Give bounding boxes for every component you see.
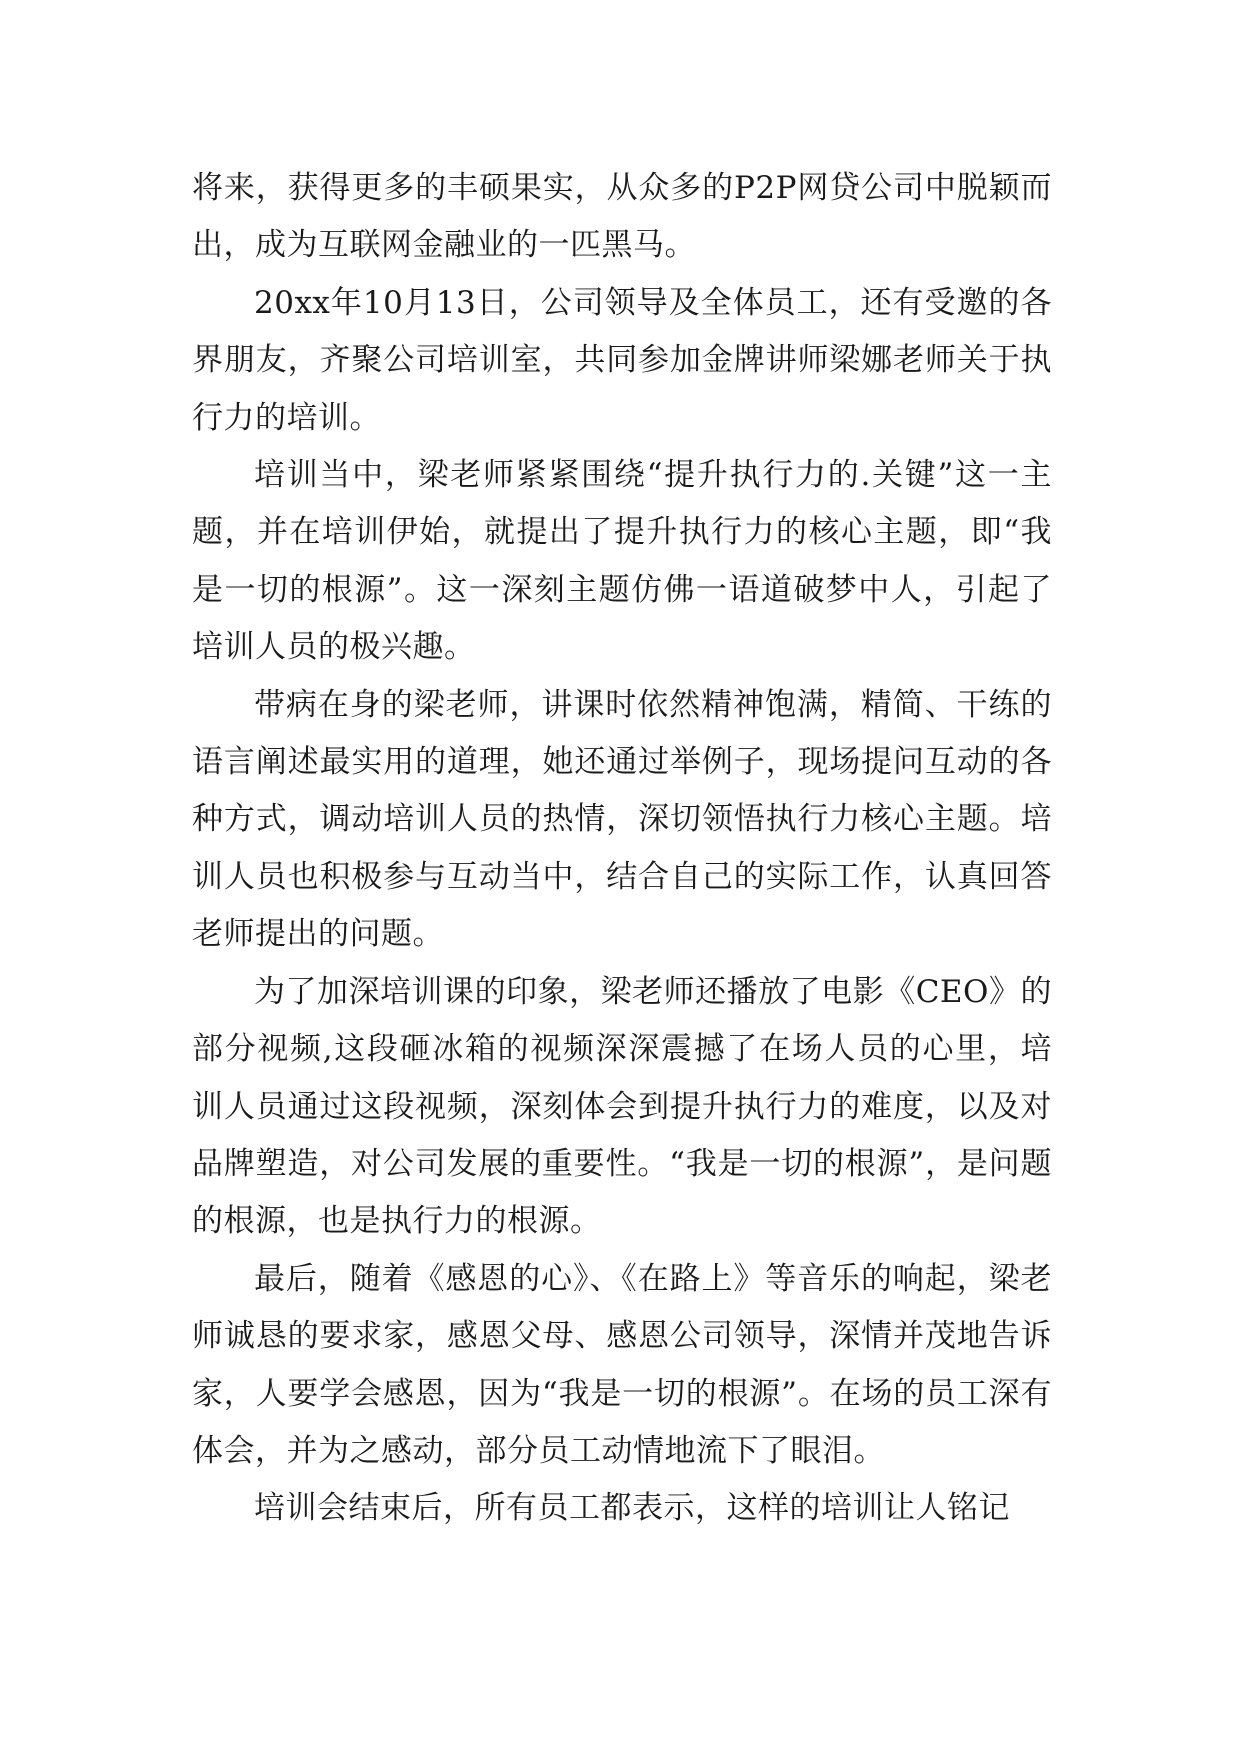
paragraph-teacher-lecture: 带病在身的梁老师，讲课时依然精神饱满，精简、干练的语言阐述最实用的道理，她还通过举例子，现场提问互动的各种方式，调动培训人员的热情，深切领悟执行力核心主题。培训人员也积极参与互动当中，结合自己的实际工作，认真回答老师提出的问题。	[192, 686, 1052, 953]
paragraph-ceo-video: 为了加深培训课的印象，梁老师还播放了电影《CEO》的部分视频,这段砸冰箱的视频深深震撼了在场人员的心里，培训人员通过这段视频，深刻体会到提升执行力的难度，以及对品牌塑造，对公司发展的重要性。“我是一切的根源”，是问题的根源，也是执行力的根源。	[192, 973, 1052, 1240]
paragraph-gratitude-music: 最后，随着《感恩的心》、《在路上》等音乐的响起，梁老师诚恳的要求家，感恩父母、感恩公司领导，深情并茂地告诉家，人要学会感恩，因为“我是一切的根源”。在场的员工深有体会，并为之感动，部分员工动情地流下了眼泪。	[192, 1260, 1052, 1469]
paragraph-training-theme: 培训当中，梁老师紧紧围绕“提升执行力的.关键”这一主题，并在培训伊始，就提出了提升执行力的核心主题，即“我是一切的根源”。这一深刻主题仿佛一语道破梦中人，引起了培训人员的极兴趣。	[192, 457, 1052, 666]
paragraph-continuation: 将来，获得更多的丰硕果实，从众多的P2P网贷公司中脱颖而出，成为互联网金融业的一匹黑马。	[192, 170, 1052, 264]
paragraph-conclusion: 培训会结束后，所有员工都表示，这样的培训让人铭记	[254, 1490, 1010, 1527]
document-body	[192, 160, 1052, 1538]
paragraph-training-date: 20xx年10月13日，公司领导及全体员工，还有受邀的各界朋友，齐聚公司培训室，共同参加金牌讲师梁娜老师关于执行力的培训。	[192, 284, 1052, 436]
